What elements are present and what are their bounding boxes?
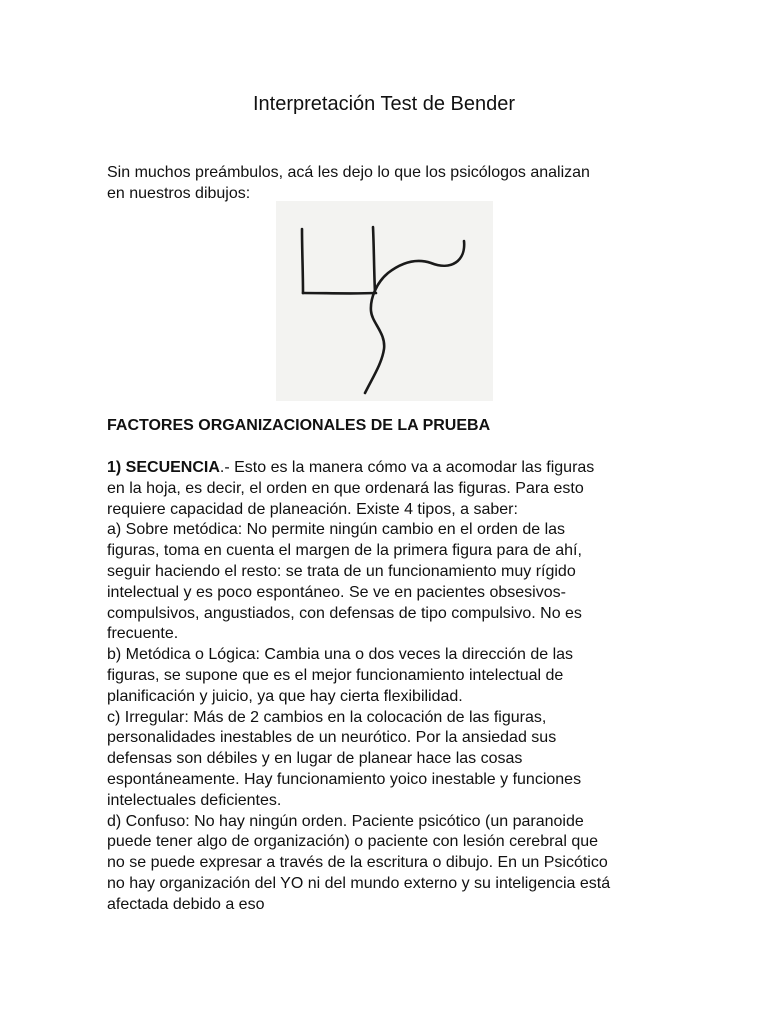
bender-drawing-sketch <box>276 201 493 401</box>
body-line: puede tener algo de organización) o paciente con lesión cerebral que <box>107 833 599 851</box>
body-line: d) Confuso: No hay ningún orden. Paciente psicótico (un paranoide <box>107 812 584 830</box>
secuencia-intro-text: .- Esto es la manera cómo va a acomodar las figuras <box>219 459 595 476</box>
body-line: afectada debido a eso <box>107 895 265 913</box>
body-line: figuras, toma en cuenta el margen de la primera figura para de ahí, <box>107 542 582 560</box>
body-line: a) Sobre metódica: No permite ningún cambio en el orden de las <box>107 521 566 539</box>
body-line: personalidades inestables de un neurótico. Por la ansiedad sus <box>107 729 557 747</box>
body-line: c) Irregular: Más de 2 cambios en la colocación de las figuras, <box>107 708 547 726</box>
body-line: espontáneamente. Hay funcionamiento yoico inestable y funciones <box>107 770 582 788</box>
body-line: compulsivos, angustiados, con defensas de tipo compulsivo. No es <box>107 604 582 622</box>
section-heading: FACTORES ORGANIZACIONALES DE LA PRUEBA <box>107 417 491 434</box>
body-line: b) Metódica o Lógica: Cambia una o dos veces la dirección de las <box>107 646 574 664</box>
body-line: en la hoja, es decir, el orden en que ordenará las figuras. Para esto <box>107 479 584 497</box>
body-line: frecuente. <box>107 625 179 643</box>
body-paragraph <box>107 458 697 916</box>
body-line <box>107 458 697 479</box>
intro-line: Sin muchos preámbulos, acá les dejo lo que los psicólogos analizan <box>107 164 590 181</box>
body-line: requiere capacidad de planeación. Existe 4 tipos, a saber: <box>107 500 518 518</box>
body-line: defensas son débiles y en lugar de planear hace las cosas <box>107 750 523 768</box>
body-line: planificación y juicio, ya que hay cierta flexibilidad. <box>107 687 463 705</box>
intro-paragraph <box>107 163 687 205</box>
body-line: seguir haciendo el resto: se trata de un funcionamiento muy rígido <box>107 562 576 580</box>
body-line: figuras, se supone que es el mejor funcionamiento intelectual de <box>107 666 564 684</box>
intro-line: en nuestros dibujos: <box>107 184 251 202</box>
secuencia-heading: 1) SECUENCIA <box>107 459 220 476</box>
body-line: intelectual y es poco espontáneo. Se ve en pacientes obsesivos- <box>107 583 566 601</box>
body-line: no hay organización del YO ni del mundo externo y su inteligencia está <box>107 874 611 892</box>
body-line: intelectuales deficientes. <box>107 791 282 809</box>
page-title: Interpretación Test de Bender <box>252 93 516 115</box>
bender-drawing-image <box>276 201 493 401</box>
body-line: no se puede expresar a través de la escritura o dibujo. En un Psicótico <box>107 854 608 872</box>
